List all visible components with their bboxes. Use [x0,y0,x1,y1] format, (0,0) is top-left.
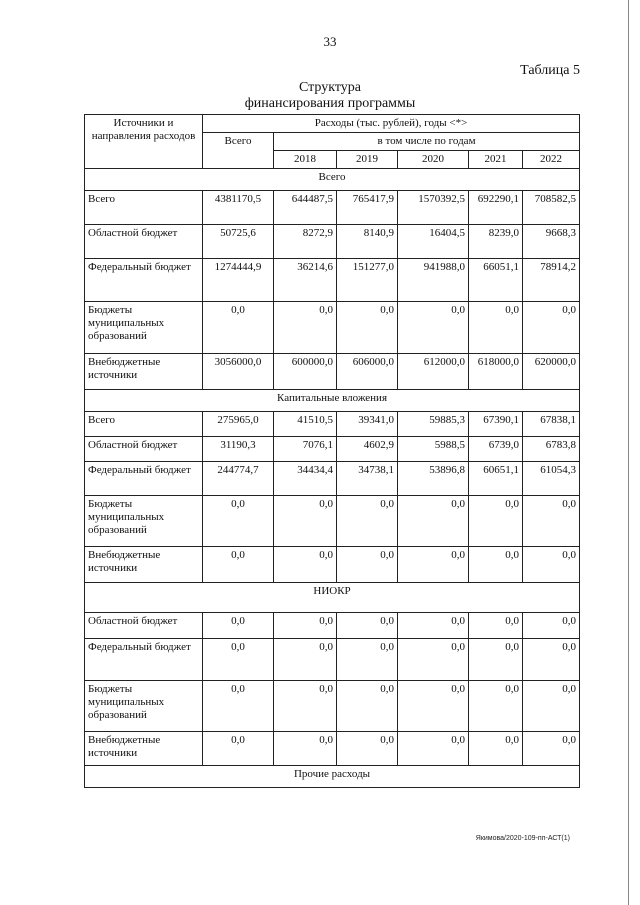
cell-year-value: 5988,5 [398,437,469,462]
cell-year-value: 60651,1 [469,462,523,496]
cell-year-value: 0,0 [274,681,337,732]
cell-total: 275965,0 [203,412,274,437]
cell-year-value: 34738,1 [337,462,398,496]
cell-year-value: 0,0 [469,639,523,681]
cell-year-value: 0,0 [337,613,398,639]
cell-year-value: 600000,0 [274,354,337,390]
row-label: Областной бюджет [85,613,203,639]
cell-year-value: 0,0 [398,496,469,547]
section-row [85,169,580,191]
header-total: Всего [203,133,274,169]
table-title-line2: финансирования программы [244,96,416,111]
cell-year-value: 4602,9 [337,437,398,462]
cell-year-value: 612000,0 [398,354,469,390]
cell-total: 50725,6 [203,225,274,259]
row-label: Федеральный бюджет [85,259,203,302]
cell-year-value: 0,0 [469,547,523,583]
cell-year-value: 0,0 [274,639,337,681]
cell-year-value: 0,0 [274,302,337,354]
page-edge-line [628,0,629,905]
table-row [85,302,580,354]
cell-year-value: 941988,0 [398,259,469,302]
cell-year-value: 0,0 [469,496,523,547]
table-row [85,732,580,766]
cell-year-value: 16404,5 [398,225,469,259]
document-reference: Якимова/2020-109-пп-АСТ(1) [475,835,570,842]
cell-year-value: 0,0 [523,681,580,732]
cell-year-value: 0,0 [337,639,398,681]
header-year: 2019 [337,151,398,169]
cell-year-value: 7076,1 [274,437,337,462]
cell-total: 0,0 [203,496,274,547]
cell-year-value: 78914,2 [523,259,580,302]
table-row [85,437,580,462]
cell-year-value: 53896,8 [398,462,469,496]
row-label: Бюджеты муниципальных образований [85,302,203,354]
cell-year-value: 0,0 [523,639,580,681]
cell-total: 4381170,5 [203,191,274,225]
cell-total: 0,0 [203,639,274,681]
cell-year-value: 708582,5 [523,191,580,225]
row-label: Внебюджетные источники [85,547,203,583]
cell-year-value: 0,0 [398,547,469,583]
row-label: Бюджеты муниципальных образований [85,496,203,547]
table-label: Таблица 5 [520,63,580,78]
cell-year-value: 0,0 [469,732,523,766]
cell-year-value: 9668,3 [523,225,580,259]
cell-year-value: 0,0 [523,547,580,583]
cell-year-value: 34434,4 [274,462,337,496]
row-label: Всего [85,412,203,437]
cell-total: 0,0 [203,547,274,583]
cell-year-value: 67390,1 [469,412,523,437]
table-row [85,225,580,259]
cell-year-value: 0,0 [398,302,469,354]
cell-year-value: 0,0 [337,302,398,354]
cell-year-value: 0,0 [274,613,337,639]
row-label: Внебюджетные источники [85,354,203,390]
cell-year-value: 0,0 [523,496,580,547]
cell-year-value: 0,0 [398,732,469,766]
section-row [85,766,580,788]
cell-year-value: 39341,0 [337,412,398,437]
header-by-year: в том числе по годам [274,133,580,151]
cell-year-value: 0,0 [274,732,337,766]
cell-year-value: 0,0 [469,302,523,354]
row-label: Федеральный бюджет [85,639,203,681]
cell-year-value: 6783,8 [523,437,580,462]
cell-year-value: 8239,0 [469,225,523,259]
header-row-1 [85,115,580,133]
table-row [85,639,580,681]
cell-year-value: 765417,9 [337,191,398,225]
cell-year-value: 0,0 [337,547,398,583]
table-row [85,462,580,496]
table-row [85,412,580,437]
cell-year-value: 8272,9 [274,225,337,259]
cell-year-value: 59885,3 [398,412,469,437]
cell-year-value: 0,0 [274,496,337,547]
cell-year-value: 692290,1 [469,191,523,225]
header-sources: Источники и направления расходов [85,115,203,169]
cell-year-value: 1570392,5 [398,191,469,225]
page-number: 33 [323,34,337,49]
header-year: 2022 [523,151,580,169]
cell-year-value: 0,0 [274,547,337,583]
cell-year-value: 618000,0 [469,354,523,390]
table-title-line1: Структура [298,80,362,95]
section-row [85,390,580,412]
cell-year-value: 67838,1 [523,412,580,437]
cell-year-value: 644487,5 [274,191,337,225]
table-row [85,681,580,732]
section-title: НИОКР [85,583,580,613]
table-row [85,191,580,225]
section-row [85,583,580,613]
cell-total: 0,0 [203,681,274,732]
cell-year-value: 41510,5 [274,412,337,437]
cell-year-value: 61054,3 [523,462,580,496]
section-title: Прочие расходы [85,766,580,788]
cell-total: 0,0 [203,302,274,354]
cell-year-value: 66051,1 [469,259,523,302]
row-label: Бюджеты муниципальных образований [85,681,203,732]
cell-total: 0,0 [203,613,274,639]
cell-year-value: 0,0 [398,613,469,639]
header-year: 2021 [469,151,523,169]
header-expenses: Расходы (тыс. рублей), годы <*> [203,115,580,133]
cell-year-value: 0,0 [469,613,523,639]
cell-year-value: 0,0 [337,681,398,732]
cell-total: 0,0 [203,732,274,766]
cell-year-value: 0,0 [523,302,580,354]
cell-year-value: 0,0 [523,613,580,639]
financing-table [84,114,580,788]
section-title: Всего [85,169,580,191]
cell-total: 244774,7 [203,462,274,496]
cell-year-value: 0,0 [398,639,469,681]
table-row [85,496,580,547]
cell-total: 1274444,9 [203,259,274,302]
cell-year-value: 151277,0 [337,259,398,302]
cell-year-value: 0,0 [469,681,523,732]
cell-year-value: 36214,6 [274,259,337,302]
cell-year-value: 0,0 [337,732,398,766]
row-label: Областной бюджет [85,437,203,462]
cell-total: 31190,3 [203,437,274,462]
cell-year-value: 8140,9 [337,225,398,259]
cell-year-value: 620000,0 [523,354,580,390]
table-row [85,354,580,390]
table-row [85,613,580,639]
cell-year-value: 606000,0 [337,354,398,390]
row-label: Федеральный бюджет [85,462,203,496]
table-title [0,80,640,112]
cell-year-value: 6739,0 [469,437,523,462]
table-row [85,259,580,302]
row-label: Всего [85,191,203,225]
table-row [85,547,580,583]
header-year: 2018 [274,151,337,169]
header-year: 2020 [398,151,469,169]
cell-total: 3056000,0 [203,354,274,390]
cell-year-value: 0,0 [398,681,469,732]
row-label: Областной бюджет [85,225,203,259]
row-label: Внебюджетные источники [85,732,203,766]
section-title: Капитальные вложения [85,390,580,412]
cell-year-value: 0,0 [523,732,580,766]
cell-year-value: 0,0 [337,496,398,547]
